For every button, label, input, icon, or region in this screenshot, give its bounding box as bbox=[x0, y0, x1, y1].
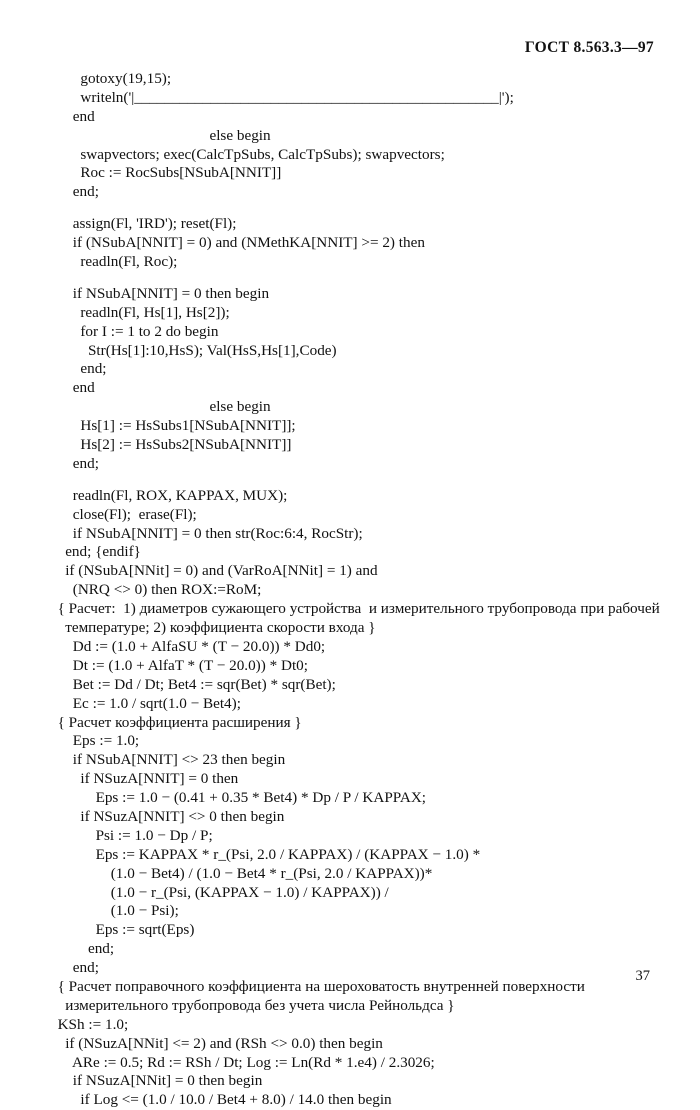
code-line: for I := 1 to 2 do begin bbox=[50, 322, 219, 340]
code-line: Roc := RocSubs[NSubA[NNIT]] bbox=[50, 164, 282, 182]
code-line: Dd := (1.0 + AlfaSU * (T − 20.0)) * Dd0; bbox=[50, 637, 326, 655]
code-line: { Расчет поправочного коэффициента на шероховатость внутренней поверхности bbox=[50, 977, 585, 995]
code-line: (NRQ <> 0) then ROX:=RoM; bbox=[50, 581, 262, 599]
page-number: 37 bbox=[635, 968, 650, 984]
code-line: gotoxy(19,15); bbox=[50, 70, 172, 87]
code-line: if NSuzA[NNit] = 0 then begin bbox=[50, 1072, 263, 1090]
code-line: (1.0 − Bet4) / (1.0 − Bet4 * r_(Psi, 2.0 / KAPPAX))* bbox=[50, 864, 433, 882]
code-line: температуре; 2) коэффициента скорости входа } bbox=[50, 619, 376, 637]
code-line: if NSubA[NNIT] = 0 then begin bbox=[50, 284, 270, 302]
code-line: end bbox=[50, 107, 95, 125]
code-line: assign(Fl, 'IRD'); reset(Fl); bbox=[50, 215, 237, 233]
code-line: Hs[2] := HsSubs2[NSubA[NNIT]] bbox=[50, 436, 292, 454]
code-line: if Log <= (1.0 / 10.0 / Bet4 + 8.0) / 14.0 then begin bbox=[50, 1091, 392, 1109]
code-line: Eps := KAPPAX * r_(Psi, 2.0 / KAPPAX) / (KAPPAX − 1.0) * bbox=[50, 845, 481, 863]
code-line: измерительного трубопровода без учета числа Рейнольдса } bbox=[50, 996, 455, 1014]
code-line bbox=[50, 474, 670, 487]
pascal-code-listing bbox=[50, 70, 670, 1110]
code-line: if (NSuzA[NNit] <= 2) and (RSh <> 0.0) then begin bbox=[50, 1034, 383, 1052]
code-line bbox=[50, 272, 670, 285]
code-line: Bet := Dd / Dt; Bet4 := sqr(Bet) * sqr(Bet); bbox=[50, 675, 336, 693]
code-line: if NSubA[NNIT] <> 23 then begin bbox=[50, 751, 286, 769]
code-line: Eps := 1.0; bbox=[50, 732, 140, 750]
code-line: if NSuzA[NNIT] <> 0 then begin bbox=[50, 807, 285, 825]
code-line: Dt := (1.0 + AlfaT * (T − 20.0)) * Dt0; bbox=[50, 656, 308, 674]
code-line: end bbox=[50, 379, 95, 397]
code-line: Str(Hs[1]:10,HsS); Val(HsS,Hs[1],Code) bbox=[50, 341, 337, 359]
code-line: writeln('|________________________________________________|'); bbox=[50, 88, 514, 106]
code-line: { Расчет коэффициента расширения } bbox=[50, 713, 302, 731]
code-line bbox=[50, 202, 670, 215]
code-line: { Расчет: 1) диаметров сужающего устройства и измерительного трубопровода при рабочей bbox=[50, 600, 660, 618]
code-line: Psi := 1.0 − Dp / P; bbox=[50, 826, 213, 844]
code-line: end; bbox=[50, 360, 107, 378]
code-line: readln(Fl, Roc); bbox=[50, 253, 178, 271]
code-line: readln(Fl, ROX, KAPPAX, MUX); bbox=[50, 486, 288, 504]
code-line: end; bbox=[50, 959, 99, 977]
code-line: end; bbox=[50, 454, 99, 472]
code-line: if NSubA[NNIT] = 0 then str(Roc:6:4, RocStr); bbox=[50, 524, 363, 542]
code-line: if (NSubA[NNit] = 0) and (VarRoA[NNit] = 1) and bbox=[50, 562, 378, 580]
code-line: (1.0 − Psi); bbox=[50, 902, 179, 920]
code-line: else begin bbox=[50, 126, 271, 144]
code-line: KSh := 1.0; bbox=[50, 1015, 129, 1033]
code-line: end; bbox=[50, 183, 99, 201]
code-line: end; bbox=[50, 940, 115, 958]
code-line: Hs[1] := HsSubs1[NSubA[NNIT]]; bbox=[50, 417, 296, 435]
code-line: end; {endif} bbox=[50, 543, 141, 561]
code-line: if (NSubA[NNIT] = 0) and (NMethKA[NNIT] >= 2) then bbox=[50, 234, 425, 252]
code-line: Ec := 1.0 / sqrt(1.0 − Bet4); bbox=[50, 694, 241, 712]
code-line: readln(Fl, Hs[1], Hs[2]); bbox=[50, 303, 230, 321]
code-line: Eps := 1.0 − (0.41 + 0.35 * Bet4) * Dp / P / KAPPAX; bbox=[50, 789, 427, 807]
code-line: swapvectors; exec(CalcTpSubs, CalcTpSubs); swapvectors; bbox=[50, 145, 445, 163]
code-line: else begin bbox=[50, 398, 271, 416]
standard-header: ГОСТ 8.563.3—97 bbox=[524, 39, 654, 56]
code-line: ARe := 0.5; Rd := RSh / Dt; Log := Ln(Rd * 1.e4) / 2.3026; bbox=[50, 1053, 435, 1071]
code-line: close(Fl); erase(Fl); bbox=[50, 505, 197, 523]
code-line: if NSuzA[NNIT] = 0 then bbox=[50, 770, 239, 788]
code-line: (1.0 − r_(Psi, (KAPPAX − 1.0) / KAPPAX)) / bbox=[50, 883, 389, 901]
code-line: Eps := sqrt(Eps) bbox=[50, 921, 195, 939]
